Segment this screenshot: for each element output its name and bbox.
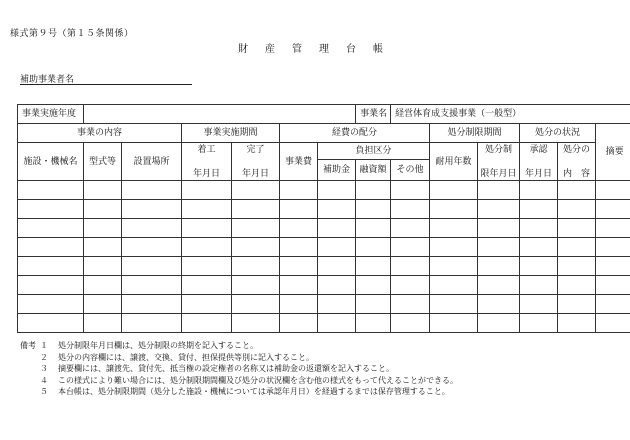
table-cell[interactable] xyxy=(232,181,280,200)
start-date-header: 着工 年月日 xyxy=(182,143,232,181)
table-cell[interactable] xyxy=(430,238,478,257)
table-cell[interactable] xyxy=(318,238,356,257)
table-cell[interactable] xyxy=(430,276,478,295)
table-cell[interactable] xyxy=(232,219,280,238)
table-cell[interactable] xyxy=(280,200,318,219)
note-text: 本台帳は、処分制限期間（処分した施設・機械については承認年月日）を経過するまでは保存管理すること。 xyxy=(58,387,450,396)
table-cell[interactable] xyxy=(478,276,520,295)
table-cell[interactable] xyxy=(520,314,558,333)
table-cell[interactable] xyxy=(558,200,596,219)
table-cell[interactable] xyxy=(391,219,430,238)
model-header: 型式等 xyxy=(84,143,122,181)
table-cell[interactable] xyxy=(318,257,356,276)
table-cell[interactable] xyxy=(520,276,558,295)
note-item xyxy=(20,386,458,398)
table-cell[interactable] xyxy=(520,219,558,238)
table-cell[interactable] xyxy=(430,219,478,238)
disposal-group-header: 処分の状況 xyxy=(520,124,596,143)
table-row xyxy=(18,200,630,219)
content-group-header: 事業の内容 xyxy=(18,124,182,143)
table-cell[interactable] xyxy=(84,295,122,314)
notes-heading: 備考 xyxy=(20,341,36,350)
table-cell[interactable] xyxy=(280,238,318,257)
table-cell[interactable] xyxy=(356,200,391,219)
table-cell[interactable] xyxy=(356,238,391,257)
table-cell[interactable] xyxy=(391,200,430,219)
table-row xyxy=(18,257,630,276)
table-row xyxy=(18,181,630,200)
table-cell[interactable] xyxy=(18,295,84,314)
table-cell[interactable] xyxy=(356,295,391,314)
facility-name-header: 施設・機械名 xyxy=(18,143,84,181)
table-row xyxy=(18,314,630,333)
table-cell[interactable] xyxy=(182,295,232,314)
table-cell[interactable] xyxy=(558,219,596,238)
table-cell[interactable] xyxy=(478,238,520,257)
note-text: 処分の内容欄には、譲渡、交換、貸付、担保提供等別に記入すること。 xyxy=(58,352,314,362)
table-row xyxy=(18,219,630,238)
table-cell[interactable] xyxy=(430,314,478,333)
table-cell[interactable] xyxy=(478,314,520,333)
location-header: 設置場所 xyxy=(122,143,182,181)
note-item xyxy=(20,340,458,352)
note-text: 処分制限年月日欄は、処分制限の終期を記入すること。 xyxy=(58,341,258,350)
table-cell[interactable] xyxy=(596,219,630,238)
table-cell[interactable] xyxy=(280,314,318,333)
table-cell[interactable] xyxy=(182,200,232,219)
table-cell[interactable] xyxy=(356,314,391,333)
table-cell[interactable] xyxy=(356,219,391,238)
table-cell[interactable] xyxy=(596,181,630,200)
table-cell[interactable] xyxy=(280,295,318,314)
table-cell[interactable] xyxy=(558,276,596,295)
table-cell[interactable] xyxy=(84,200,122,219)
table-cell[interactable] xyxy=(318,314,356,333)
table-cell[interactable] xyxy=(122,295,182,314)
table-cell[interactable] xyxy=(182,238,232,257)
subsidy-header: 補助金 xyxy=(318,160,356,181)
table-cell[interactable] xyxy=(182,276,232,295)
approval-date-header: 承認 年月日 xyxy=(520,143,558,181)
table-cell[interactable] xyxy=(122,181,182,200)
table-cell[interactable] xyxy=(356,257,391,276)
year-value[interactable] xyxy=(84,105,356,124)
other-header: その他 xyxy=(391,160,430,181)
table-cell[interactable] xyxy=(520,295,558,314)
table-cell[interactable] xyxy=(478,257,520,276)
table-cell[interactable] xyxy=(478,200,520,219)
table-cell[interactable] xyxy=(558,181,596,200)
table-cell[interactable] xyxy=(478,219,520,238)
table-row xyxy=(18,295,630,314)
table-cell[interactable] xyxy=(558,238,596,257)
restriction-date-header: 処分制 限年月日 xyxy=(478,143,520,181)
table-cell[interactable] xyxy=(596,238,630,257)
project-cost-header: 事業費 xyxy=(280,143,318,181)
table-cell[interactable] xyxy=(478,295,520,314)
table-cell[interactable] xyxy=(18,257,84,276)
note-number: ２ xyxy=(40,352,48,362)
table-cell[interactable] xyxy=(84,238,122,257)
notes-section xyxy=(20,340,458,398)
table-cell[interactable] xyxy=(430,200,478,219)
period-group-header: 事業実施期間 xyxy=(182,124,280,143)
note-text: 摘要欄には、譲渡先、貸付先、抵当権の設定権者の名称又は補助金の返還額を記入すること。 xyxy=(58,364,394,373)
table-cell[interactable] xyxy=(232,295,280,314)
table-cell[interactable] xyxy=(232,238,280,257)
table-cell[interactable] xyxy=(391,276,430,295)
table-cell[interactable] xyxy=(596,314,630,333)
table-cell[interactable] xyxy=(558,257,596,276)
operator-label: 補助事業者名 xyxy=(20,75,75,85)
table-cell[interactable] xyxy=(596,295,630,314)
table-cell[interactable] xyxy=(232,257,280,276)
note-number: ４ xyxy=(40,375,48,385)
table-cell[interactable] xyxy=(122,257,182,276)
table-cell[interactable] xyxy=(356,181,391,200)
loan-header: 融資額 xyxy=(356,160,391,181)
table-cell[interactable] xyxy=(122,200,182,219)
table-cell[interactable] xyxy=(558,314,596,333)
table-cell[interactable] xyxy=(318,295,356,314)
table-cell[interactable] xyxy=(430,181,478,200)
table-cell[interactable] xyxy=(318,200,356,219)
table-cell[interactable] xyxy=(318,276,356,295)
table-cell[interactable] xyxy=(18,181,84,200)
table-cell[interactable] xyxy=(391,181,430,200)
table-cell[interactable] xyxy=(280,257,318,276)
table-cell[interactable] xyxy=(478,181,520,200)
table-cell[interactable] xyxy=(84,219,122,238)
table-cell[interactable] xyxy=(232,200,280,219)
table-cell[interactable] xyxy=(280,276,318,295)
table-cell[interactable] xyxy=(520,181,558,200)
burden-group-header: 負担区分 xyxy=(318,143,430,160)
project-name-value[interactable]: 経営体育成支援事業（一般型） xyxy=(391,105,630,124)
table-cell[interactable] xyxy=(391,314,430,333)
page-title: 財産管理台帳 xyxy=(238,44,400,55)
table-cell[interactable] xyxy=(182,257,232,276)
table-cell[interactable] xyxy=(558,295,596,314)
table-cell[interactable] xyxy=(84,276,122,295)
note-number: ５ xyxy=(40,387,48,396)
table-cell[interactable] xyxy=(122,238,182,257)
table-cell[interactable] xyxy=(122,219,182,238)
note-item xyxy=(20,352,458,364)
table-cell[interactable] xyxy=(18,219,84,238)
table-cell[interactable] xyxy=(391,295,430,314)
table-cell[interactable] xyxy=(391,257,430,276)
table-row xyxy=(18,238,630,257)
note-text: この様式により難い場合には、処分制限期間欄及び処分の状況欄を含む他の様式をもって代えることができる。 xyxy=(58,375,458,385)
table-cell[interactable] xyxy=(391,238,430,257)
restriction-group-header: 処分制限期間 xyxy=(430,124,520,143)
note-number: ３ xyxy=(40,364,48,373)
table-cell[interactable] xyxy=(318,219,356,238)
table-cell[interactable] xyxy=(18,200,84,219)
table-cell[interactable] xyxy=(520,257,558,276)
table-cell[interactable] xyxy=(84,257,122,276)
note-number: １ xyxy=(40,341,48,350)
table-cell[interactable] xyxy=(520,200,558,219)
table-cell[interactable] xyxy=(84,181,122,200)
table-cell[interactable] xyxy=(596,276,630,295)
table-cell[interactable] xyxy=(18,276,84,295)
table-cell[interactable] xyxy=(520,238,558,257)
table-cell[interactable] xyxy=(232,314,280,333)
table-cell[interactable] xyxy=(84,314,122,333)
table-cell[interactable] xyxy=(182,219,232,238)
table-cell[interactable] xyxy=(18,314,84,333)
asset-ledger-table xyxy=(17,104,630,333)
table-cell[interactable] xyxy=(430,257,478,276)
table-cell[interactable] xyxy=(430,295,478,314)
table-cell[interactable] xyxy=(122,276,182,295)
ledger-data-rows xyxy=(18,181,630,333)
note-item xyxy=(20,375,458,387)
operator-name-line[interactable] xyxy=(20,84,192,85)
table-cell[interactable] xyxy=(280,219,318,238)
table-cell[interactable] xyxy=(232,276,280,295)
table-row xyxy=(18,276,630,295)
form-number: 様式第９号（第１５条関係） xyxy=(10,29,134,39)
disposal-content-header: 処分の 内 容 xyxy=(558,143,596,181)
cost-group-header: 経費の配分 xyxy=(280,124,430,143)
year-label: 事業実施年度 xyxy=(18,105,84,124)
table-cell[interactable] xyxy=(356,276,391,295)
table-cell[interactable] xyxy=(122,314,182,333)
table-cell[interactable] xyxy=(280,181,318,200)
project-name-label: 事業名 xyxy=(356,105,391,124)
completion-date-header: 完了 年月日 xyxy=(232,143,280,181)
table-cell[interactable] xyxy=(318,181,356,200)
table-cell[interactable] xyxy=(182,181,232,200)
note-item xyxy=(20,363,458,375)
table-cell[interactable] xyxy=(596,200,630,219)
useful-life-header: 耐用年数 xyxy=(430,143,478,181)
table-cell[interactable] xyxy=(182,314,232,333)
table-cell[interactable] xyxy=(596,257,630,276)
table-cell[interactable] xyxy=(18,238,84,257)
summary-header: 摘要 xyxy=(596,124,630,181)
